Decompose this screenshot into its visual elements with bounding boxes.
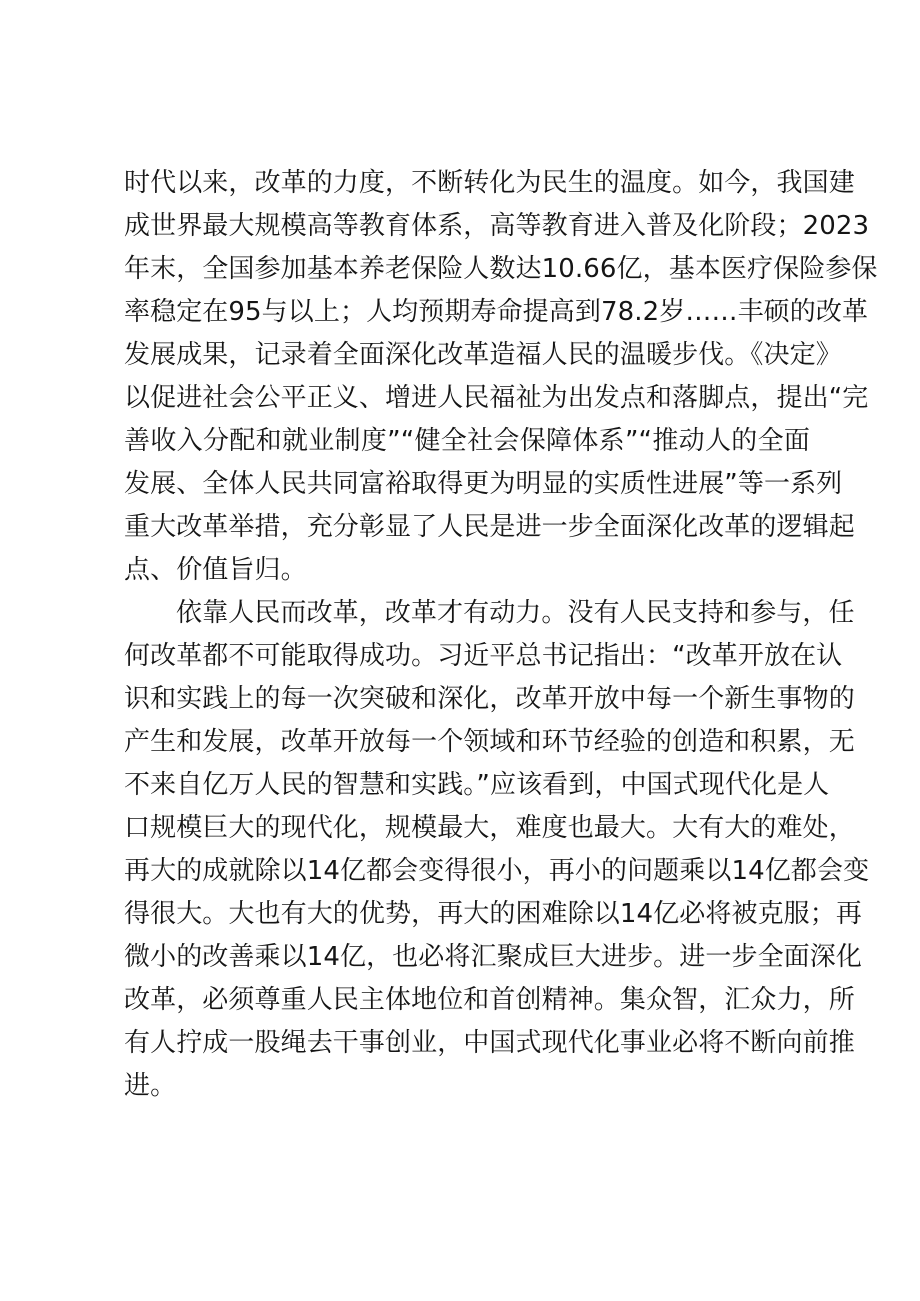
paragraph-2-line-7: 再大的成就除以14亿都会变得很小，再小的问题乘以14亿都会变 (124, 856, 870, 886)
paragraph-1-line-2: 成世界最大规模高等教育体系，高等教育进入普及化阶段；2023 (124, 211, 870, 241)
paragraph-1-line-10: 点、价值旨归。 (124, 555, 307, 585)
paragraph-2-line-1: 依靠人民而改革，改革才有动力。没有人民支持和参与，任 (176, 598, 855, 628)
paragraph-1-line-7: 善收入分配和就业制度”“健全社会保障体系”“推动人的全面 (124, 426, 810, 456)
paragraph-2-line-10: 改革，必须尊重人民主体地位和首创精神。集众智，汇众力，所 (124, 985, 855, 1015)
paragraph-1-line-6: 以促进社会公平正义、增进人民福祉为出发点和落脚点，提出“完 (124, 383, 869, 413)
paragraph-2-line-9: 微小的改善乘以14亿，也必将汇聚成巨大进步。进一步全面深化 (124, 942, 862, 972)
paragraph-2-line-3: 识和实践上的每一次突破和深化，改革开放中每一个新生事物的 (124, 684, 855, 714)
paragraph-1-line-1: 时代以来，改革的力度，不断转化为民生的温度。如今，我国建 (124, 168, 855, 198)
paragraph-2-line-6: 口规模巨大的现代化，规模最大，难度也最大。大有大的难处， (124, 813, 855, 843)
paragraph-1-line-3: 年末，全国参加基本养老保险人数达10.66亿，基本医疗保险参保 (124, 254, 878, 284)
paragraph-1-line-9: 重大改革举措，充分彰显了人民是进一步全面深化改革的逻辑起 (124, 512, 855, 542)
paragraph-1-line-5: 发展成果，记录着全面深化改革造福人民的温暖步伐。《决定》 (124, 340, 842, 370)
paragraph-2-line-4: 产生和发展，改革开放每一个领域和环节经验的创造和积累，无 (124, 727, 855, 757)
paragraph-2-line-5: 不来自亿万人民的智慧和实践。”应该看到，中国式现代化是人 (124, 770, 830, 800)
paragraph-2-line-8: 得很大。大也有大的优势，再大的困难除以14亿必将被克服；再 (124, 899, 862, 929)
paragraph-1-line-4: 率稳定在95与以上；人均预期寿命提高到78.2岁……丰硕的改革 (124, 297, 869, 327)
paragraph-2-line-12: 进。 (124, 1071, 177, 1101)
paragraph-1-line-8: 发展、全体人民共同富裕取得更为明显的实质性进展”等一系列 (124, 469, 843, 499)
paragraph-2-line-11: 有人拧成一股绳去干事创业，中国式现代化事业必将不断向前推 (124, 1028, 855, 1058)
paragraph-2-line-2: 何改革都不可能取得成功。习近平总书记指出：“改革开放在认 (124, 641, 843, 671)
